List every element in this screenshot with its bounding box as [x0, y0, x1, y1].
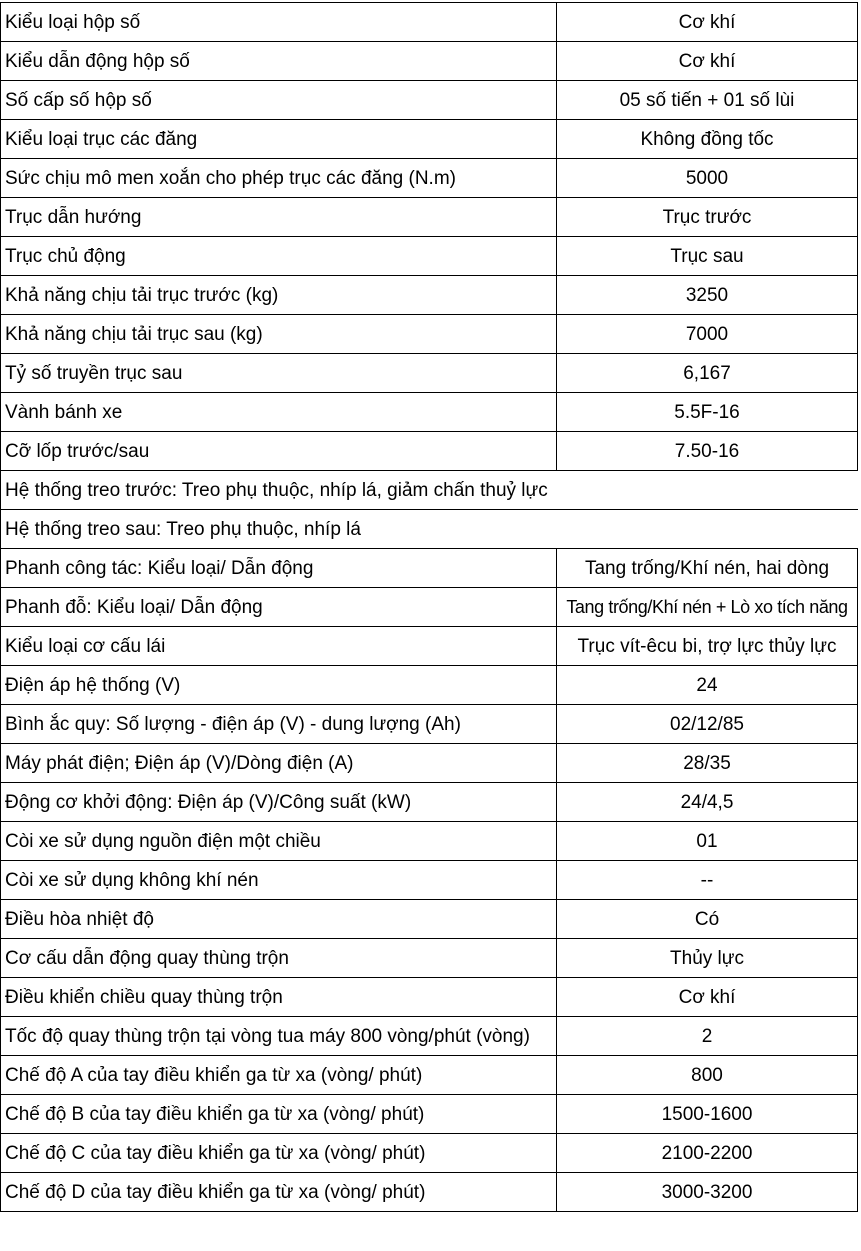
- row-label: Điều hòa nhiệt độ: [1, 900, 557, 939]
- table-row: [1, 471, 858, 510]
- table-row: [1, 1017, 858, 1056]
- row-value: 7000: [557, 315, 858, 354]
- row-value: Trục vít-êcu bi, trợ lực thủy lực: [557, 627, 858, 666]
- table-row: [1, 237, 858, 276]
- row-label: Khả năng chịu tải trục trước (kg): [1, 276, 557, 315]
- row-label: Kiểu loại hộp số: [1, 3, 557, 42]
- row-value: 2: [557, 1017, 858, 1056]
- table-row: [1, 510, 858, 549]
- row-value: 28/35: [557, 744, 858, 783]
- row-label: Động cơ khởi động: Điện áp (V)/Công suất (kW): [1, 783, 557, 822]
- table-row: [1, 354, 858, 393]
- row-label: Chế độ B của tay điều khiển ga từ xa (vòng/ phút): [1, 1095, 557, 1134]
- row-value: Trục sau: [557, 237, 858, 276]
- row-label-full: Hệ thống treo sau: Treo phụ thuộc, nhíp lá: [1, 510, 858, 549]
- table-row: [1, 822, 858, 861]
- row-value: 24/4,5: [557, 783, 858, 822]
- row-value: 5000: [557, 159, 858, 198]
- table-row: [1, 42, 858, 81]
- row-value: --: [557, 861, 858, 900]
- table-row: [1, 432, 858, 471]
- row-value: Có: [557, 900, 858, 939]
- row-label: Máy phát điện; Điện áp (V)/Dòng điện (A): [1, 744, 557, 783]
- table-row: [1, 666, 858, 705]
- table-row: [1, 3, 858, 42]
- row-value: 7.50-16: [557, 432, 858, 471]
- table-row: [1, 549, 858, 588]
- row-label: Kiểu loại cơ cấu lái: [1, 627, 557, 666]
- row-value: 1500-1600: [557, 1095, 858, 1134]
- row-value: 2100-2200: [557, 1134, 858, 1173]
- table-row: [1, 315, 858, 354]
- row-label: Tỷ số truyền trục sau: [1, 354, 557, 393]
- table-row: [1, 81, 858, 120]
- row-value: 3250: [557, 276, 858, 315]
- table-row: [1, 198, 858, 237]
- row-label: Điều khiển chiều quay thùng trộn: [1, 978, 557, 1017]
- table-row: [1, 705, 858, 744]
- table-row: [1, 744, 858, 783]
- row-label: Cỡ lốp trước/sau: [1, 432, 557, 471]
- row-value: Thủy lực: [557, 939, 858, 978]
- row-label: Trục dẫn hướng: [1, 198, 557, 237]
- spec-table: [0, 2, 858, 1212]
- row-value: 05 số tiến + 01 số lùi: [557, 81, 858, 120]
- row-label-full: Hệ thống treo trước: Treo phụ thuộc, nhíp lá, giảm chấn thuỷ lực: [1, 471, 858, 510]
- row-label: Kiểu dẫn động hộp số: [1, 42, 557, 81]
- table-row: [1, 1095, 858, 1134]
- row-value: Trục trước: [557, 198, 858, 237]
- table-row: [1, 783, 858, 822]
- row-label: Sức chịu mô men xoắn cho phép trục các đăng (N.m): [1, 159, 557, 198]
- row-label: Phanh công tác: Kiểu loại/ Dẫn động: [1, 549, 557, 588]
- table-row: [1, 588, 858, 627]
- row-value: Tang trống/Khí nén, hai dòng: [557, 549, 858, 588]
- row-label: Kiểu loại trục các đăng: [1, 120, 557, 159]
- table-row: [1, 1173, 858, 1212]
- table-row: [1, 861, 858, 900]
- row-value: Cơ khí: [557, 3, 858, 42]
- row-value: 800: [557, 1056, 858, 1095]
- spec-table-body: [1, 3, 858, 1212]
- table-row: [1, 159, 858, 198]
- row-label: Tốc độ quay thùng trộn tại vòng tua máy 800 vòng/phút (vòng): [1, 1017, 557, 1056]
- row-value: Cơ khí: [557, 42, 858, 81]
- row-value: Cơ khí: [557, 978, 858, 1017]
- row-label: Chế độ C của tay điều khiển ga từ xa (vòng/ phút): [1, 1134, 557, 1173]
- row-value: Tang trống/Khí nén + Lò xo tích năng: [557, 588, 858, 627]
- row-label: Vành bánh xe: [1, 393, 557, 432]
- row-label: Còi xe sử dụng nguồn điện một chiều: [1, 822, 557, 861]
- row-label: Điện áp hệ thống (V): [1, 666, 557, 705]
- table-row: [1, 900, 858, 939]
- row-label: Số cấp số hộp số: [1, 81, 557, 120]
- row-value: 24: [557, 666, 858, 705]
- table-row: [1, 978, 858, 1017]
- row-value: 6,167: [557, 354, 858, 393]
- table-row: [1, 939, 858, 978]
- row-value: 3000-3200: [557, 1173, 858, 1212]
- row-value: 5.5F-16: [557, 393, 858, 432]
- table-row: [1, 1056, 858, 1095]
- row-label: Khả năng chịu tải trục sau (kg): [1, 315, 557, 354]
- table-row: [1, 627, 858, 666]
- row-label: Chế độ D của tay điều khiển ga từ xa (vòng/ phút): [1, 1173, 557, 1212]
- table-row: [1, 393, 858, 432]
- row-label: Cơ cấu dẫn động quay thùng trộn: [1, 939, 557, 978]
- table-row: [1, 120, 858, 159]
- row-label: Trục chủ động: [1, 237, 557, 276]
- row-label: Còi xe sử dụng không khí nén: [1, 861, 557, 900]
- table-row: [1, 276, 858, 315]
- row-label: Phanh đỗ: Kiểu loại/ Dẫn động: [1, 588, 557, 627]
- row-value: 01: [557, 822, 858, 861]
- row-value: Không đồng tốc: [557, 120, 858, 159]
- row-value: 02/12/85: [557, 705, 858, 744]
- table-row: [1, 1134, 858, 1173]
- row-label: Chế độ A của tay điều khiển ga từ xa (vòng/ phút): [1, 1056, 557, 1095]
- row-label: Bình ắc quy: Số lượng - điện áp (V) - dung lượng (Ah): [1, 705, 557, 744]
